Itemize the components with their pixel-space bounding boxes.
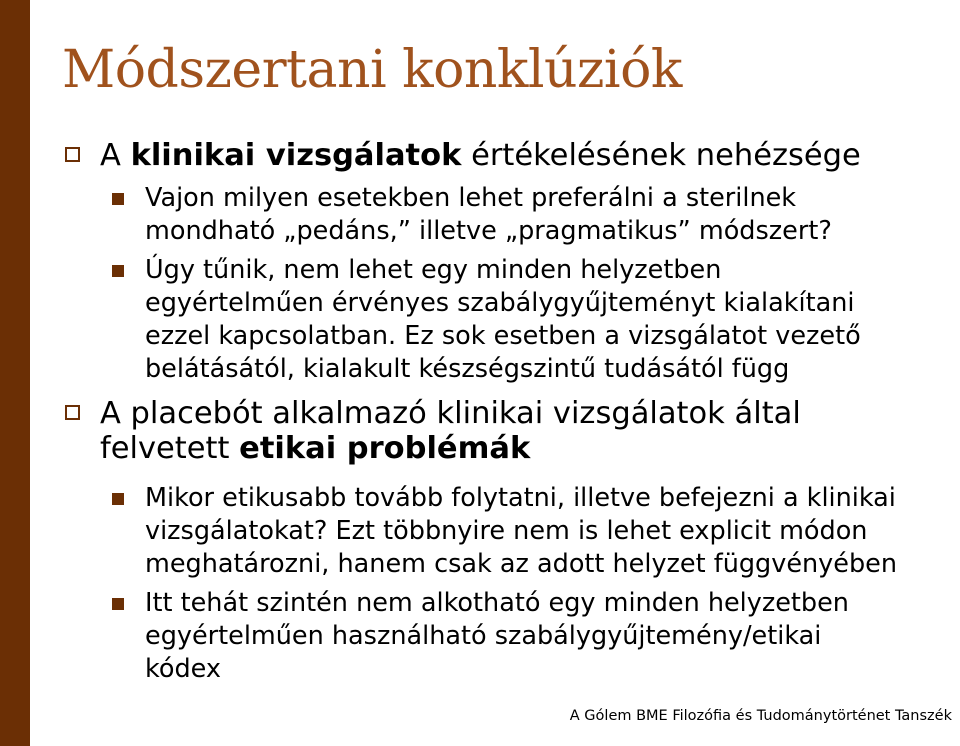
filled-square-bullet-icon: [112, 493, 124, 505]
filled-square-bullet-icon: [112, 265, 124, 277]
sub-bullet-item-2-2: Itt tehát szintén nem alkotható egy minden helyzetben egyértelműen használható szabálygyűjtemény/etikai kódex: [145, 587, 957, 686]
filled-square-bullet-icon: [112, 193, 124, 205]
slide-title: Módszertani konklúziók: [62, 40, 682, 100]
hollow-square-bullet-icon: [65, 147, 80, 162]
bullet-item-1: A klinikai vizsgálatok értékelésének nehézsége: [100, 138, 950, 173]
sub-bullet-item-1-2: Úgy tűnik, nem lehet egy minden helyzetben egyértelműen érvényes szabálygyűjteményt kialakítani ezzel kapcsolatban. Ez sok esetben a vizsgálatot vezető belátásától, kialakult készségszintű tudásától függ: [145, 254, 957, 386]
sub-bullet-item-1-1: Vajon milyen esetekben lehet preferálni a sterilnek mondható „pedáns,” illetve „pragmatikus” módszert?: [145, 182, 957, 248]
filled-square-bullet-icon: [112, 598, 124, 610]
sub-bullet-item-2-1: Mikor etikusabb tovább folytatni, illetve befejezni a klinikai vizsgálatokat? Ezt többnyire nem is lehet explicit módon meghatározni, hanem csak az adott helyzet függvényében: [145, 482, 957, 581]
hollow-square-bullet-icon: [65, 405, 80, 420]
bullet-item-2: A placebót alkalmazó klinikai vizsgálatok által felvetett etikai problémák: [100, 396, 950, 466]
slide-footer: A Gólem BME Filozófia és Tudománytörténet Tanszék: [569, 708, 952, 724]
emphasis-text: etikai problémák: [239, 431, 531, 466]
slide-side-bar: [0, 0, 30, 746]
emphasis-text: klinikai vizsgálatok: [130, 138, 462, 173]
